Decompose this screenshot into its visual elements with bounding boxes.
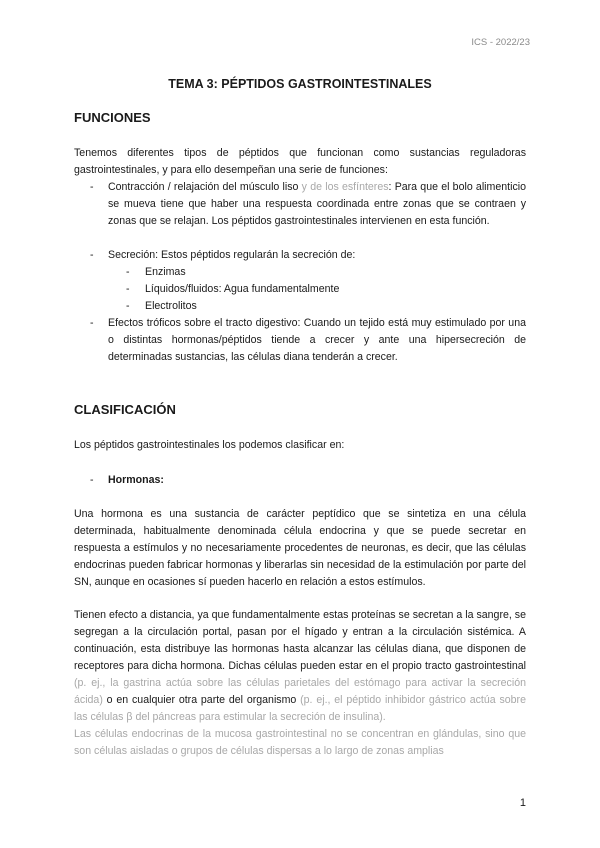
- subitem-electrolitos: Electrolitos: [145, 300, 197, 312]
- page-number: 1: [519, 797, 526, 809]
- funciones-item-1: [108, 179, 526, 230]
- clasificacion-intro: Los péptidos gastrointestinales los podemos clasificar en:: [74, 439, 345, 451]
- item1-text-a: Contracción / relajación del músculo liso: [108, 181, 299, 193]
- paragraph-efecto-distancia: [74, 607, 526, 726]
- dash-bullet: -: [90, 181, 94, 193]
- funciones-item-3: Efectos tróficos sobre el tracto digestivo: Cuando un tejido está muy estimulado por una o distintas hormonas/péptidos tiende a crecer y ante una hipersecreción de determinadas sustancias, las células diana tenderán a crecer.: [108, 317, 526, 363]
- item1-text-b: : Para que el bolo alimenticio se mueva tiene que haber una respuesta coordinada entre zonas que se contraen y zonas que se relajan. Los péptidos gastrointestinales intervienen en esta función.: [108, 181, 526, 227]
- bullet-hormonas: Hormonas:: [108, 474, 164, 486]
- subitem-liquidos: Líquidos/fluidos: Agua fundamentalmente: [145, 283, 340, 295]
- header-ref: ICS - 2022/23: [471, 37, 530, 48]
- dash-bullet: -: [126, 283, 130, 295]
- paragraph-hormona-definicion: Una hormona es una sustancia de carácter peptídico que se sintetiza en una célula determinada, habitualmente denominada célula endocrina y que se puede secretar en respuesta a estímulos y no necesariamente procedentes de neuronas, es decir, que las células endocrinas pueden fabricar hormonas y liberarlas sin necesidad de la estimulación por parte del SN, aunque en ocasiones sí pueden hacerlo en relación a estos estímulos.: [74, 508, 526, 588]
- item1-text-gray: y de los esfínteres: [298, 181, 389, 193]
- section-heading-funciones: FUNCIONES: [74, 110, 151, 125]
- p2-text-a: Tienen efecto a distancia, ya que fundamentalmente estas proteínas se secretan a la sangre, se segregan a la circulación portal, pasan por el hígado y entran a la circulación sistémica. A continuación, esta distribuye las hormonas hasta alcanzar las células diana, que disponen de receptores para dicha hormona. Dichas células pueden estar en el propio tracto gastrointestinal: [74, 609, 526, 672]
- dash-bullet: -: [126, 300, 130, 312]
- funciones-item-2: Secreción: Estos péptidos regularán la secreción de:: [108, 249, 356, 261]
- dash-bullet: -: [90, 317, 94, 329]
- p2-text-b: o en cualquier otra parte del organismo: [102, 694, 297, 706]
- page-title: TEMA 3: PÉPTIDOS GASTROINTESTINALES: [168, 77, 432, 91]
- p2-example-gastrina: (p. ej., la gastrina actúa sobre las células parietales del estómago para activar la secreción ácida): [74, 677, 526, 706]
- funciones-intro: Tenemos diferentes tipos de péptidos que funcionan como sustancias reguladoras gastrointestinales, y para ello desempeñan una serie de funciones:: [74, 147, 526, 176]
- dash-bullet: -: [126, 266, 130, 278]
- section-heading-clasificacion: CLASIFICACIÓN: [74, 402, 176, 417]
- p2-example-pig: (p. ej., el péptido inhibidor gástrico actúa sobre las células β del páncreas para estimular la secreción de insulina).: [74, 694, 526, 723]
- subitem-enzimas: Enzimas: [145, 266, 186, 278]
- dash-bullet: -: [90, 249, 94, 261]
- paragraph-celulas-endocrinas: Las células endocrinas de la mucosa gastrointestinal no se concentran en glándulas, sino que son células aisladas o grupos de células dispersas a lo largo de zonas amplias: [74, 728, 526, 757]
- dash-bullet: -: [90, 474, 94, 486]
